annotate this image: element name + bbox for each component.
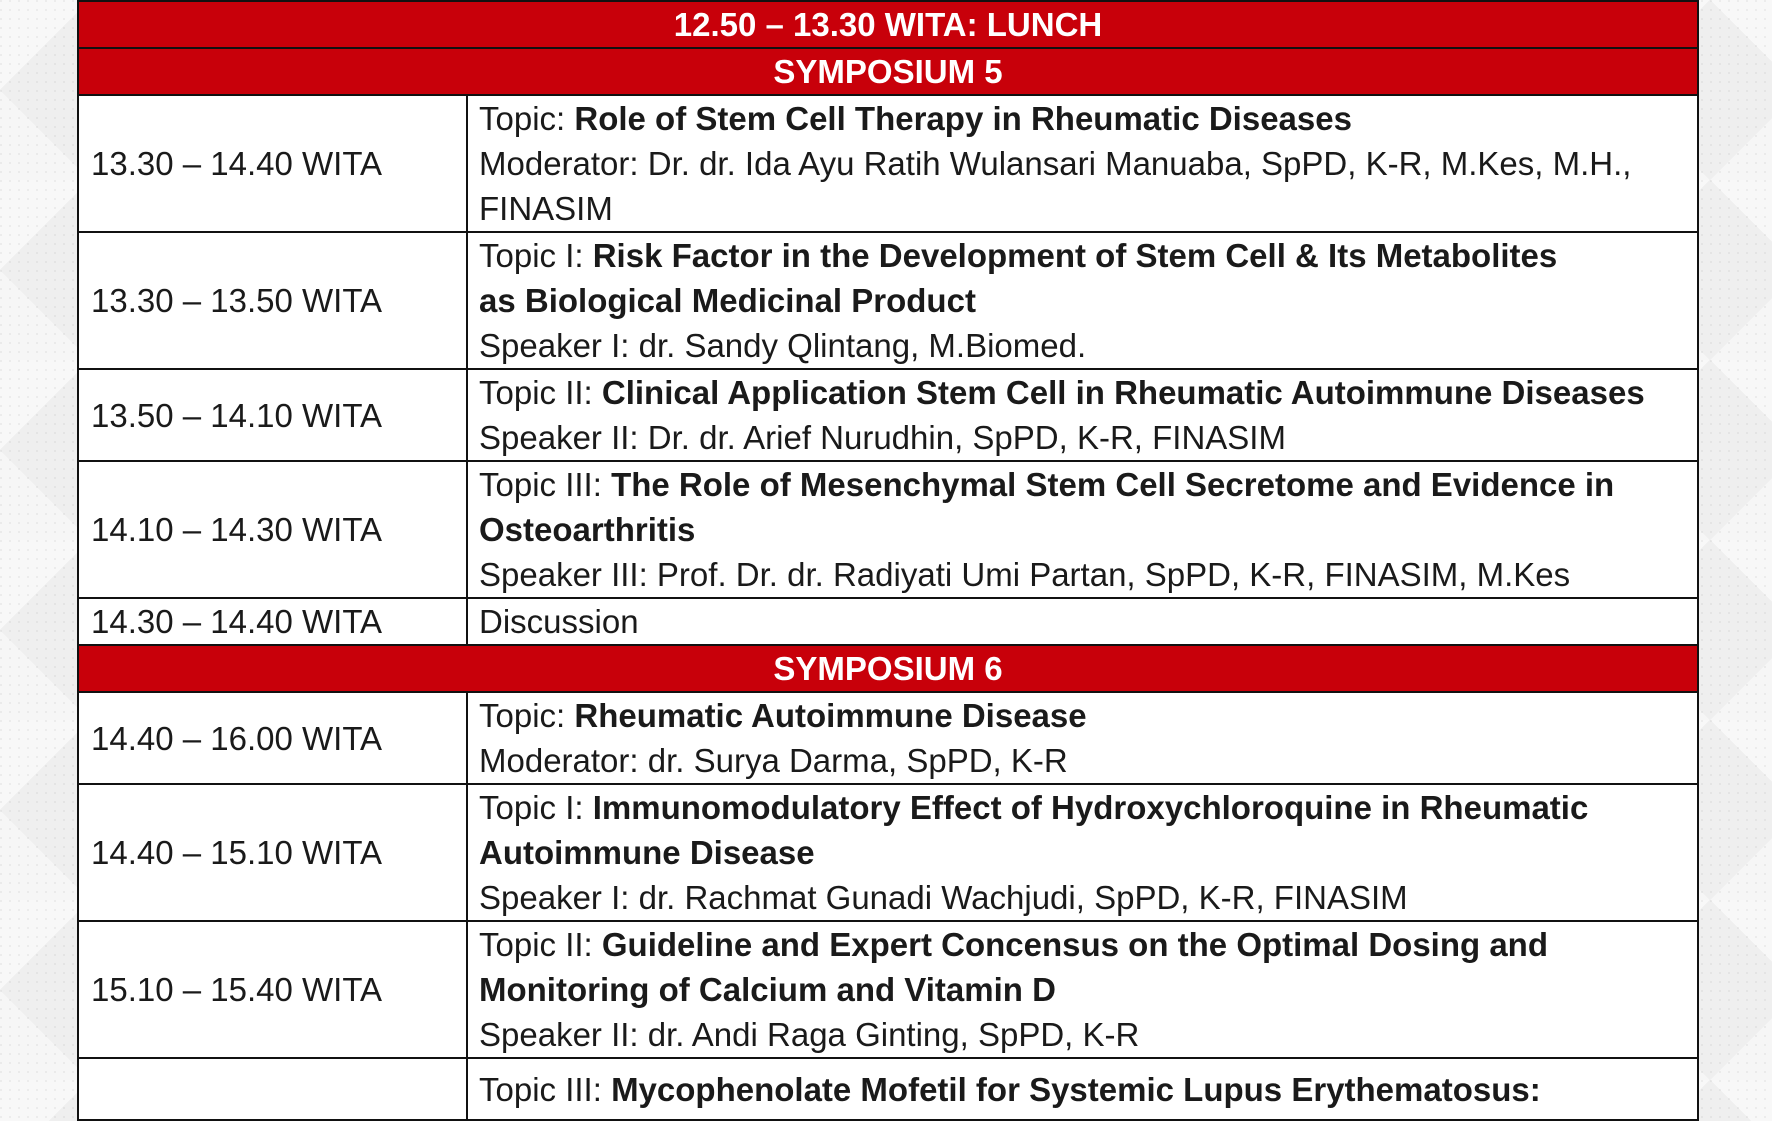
lunch-banner-row [78, 1, 1698, 48]
session-row [78, 784, 1698, 921]
topic-label: Topic III: [479, 466, 612, 503]
session-row [78, 598, 1698, 645]
topic-label: Topic II: [479, 374, 602, 411]
session-details [467, 232, 1698, 369]
topic-line [479, 370, 1687, 415]
topic-line [479, 785, 1687, 830]
topic-title: Rheumatic Autoimmune Disease [574, 697, 1087, 734]
topic-label: Topic: [479, 100, 575, 137]
session-row [78, 692, 1698, 784]
topic-title: Guideline and Expert Concensus on the Optimal Dosing and [601, 926, 1548, 963]
topic-line [479, 462, 1687, 507]
symposium-header-row [78, 645, 1698, 692]
session-row [78, 369, 1698, 461]
symposium-header-row [78, 48, 1698, 95]
topic-label: Topic: [479, 697, 575, 734]
topic-line-continued [479, 507, 1687, 552]
session-time: 14.10 – 14.30 WITA [78, 461, 467, 598]
session-details [467, 784, 1698, 921]
moderator-line-continued: FINASIM [479, 190, 613, 227]
topic-title: Risk Factor in the Development of Stem Cell & Its Metabolites [592, 237, 1558, 274]
topic-line [479, 1067, 1687, 1112]
topic-line [479, 96, 1687, 141]
topic-title: The Role of Mesenchymal Stem Cell Secretome and Evidence in [611, 466, 1615, 503]
session-time: 15.10 – 15.40 WITA [78, 921, 467, 1058]
topic-title: Role of Stem Cell Therapy in Rheumatic Diseases [574, 100, 1352, 137]
schedule-table [77, 0, 1699, 1121]
session-time [78, 1058, 467, 1120]
session-details [467, 369, 1698, 461]
session-details [467, 921, 1698, 1058]
session-details [467, 95, 1698, 232]
session-time: 13.50 – 14.10 WITA [78, 369, 467, 461]
session-row [78, 232, 1698, 369]
topic-line-continued [479, 278, 1687, 323]
symposium-6-title: SYMPOSIUM 6 [78, 645, 1698, 692]
speaker-line: Speaker II: dr. Andi Raga Ginting, SpPD, K-R [479, 1016, 1140, 1053]
topic-title-continued: Monitoring of Calcium and Vitamin D [479, 971, 1056, 1008]
topic-line [479, 233, 1687, 278]
topic-title: Mycophenolate Mofetil for Systemic Lupus Erythematosus: [611, 1070, 1541, 1108]
symposium-5-title: SYMPOSIUM 5 [78, 48, 1698, 95]
speaker-line: Speaker III: Prof. Dr. dr. Radiyati Umi Partan, SpPD, K-R, FINASIM, M.Kes [479, 556, 1571, 593]
topic-label: Topic I: [479, 237, 593, 274]
topic-label: Topic III: [479, 1070, 612, 1108]
session-time: 13.30 – 13.50 WITA [78, 232, 467, 369]
session-row [78, 921, 1698, 1058]
session-row [78, 461, 1698, 598]
topic-title-continued: Osteoarthritis [479, 511, 696, 548]
discussion-label: Discussion [467, 598, 1698, 645]
topic-line [479, 693, 1687, 738]
session-row [78, 1058, 1698, 1120]
moderator-line: Moderator: dr. Surya Darma, SpPD, K-R [479, 742, 1068, 779]
session-details [467, 692, 1698, 784]
topic-label: Topic I: [479, 789, 593, 826]
topic-title-continued: as Biological Medicinal Product [479, 282, 976, 319]
topic-line-continued [479, 830, 1687, 875]
speaker-line: Speaker I: dr. Sandy Qlintang, M.Biomed. [479, 327, 1087, 364]
topic-title: Clinical Application Stem Cell in Rheumatic Autoimmune Diseases [601, 374, 1645, 411]
session-time: 14.40 – 15.10 WITA [78, 784, 467, 921]
topic-line [479, 922, 1687, 967]
session-details [467, 1058, 1698, 1120]
session-row [78, 95, 1698, 232]
topic-label: Topic II: [479, 926, 602, 963]
topic-title-continued: Autoimmune Disease [479, 834, 815, 871]
session-time: 14.30 – 14.40 WITA [78, 598, 467, 645]
speaker-line: Speaker II: Dr. dr. Arief Nurudhin, SpPD, K-R, FINASIM [479, 419, 1286, 456]
session-time: 14.40 – 16.00 WITA [78, 692, 467, 784]
speaker-line: Speaker I: dr. Rachmat Gunadi Wachjudi, SpPD, K-R, FINASIM [479, 879, 1408, 916]
moderator-line: Moderator: Dr. dr. Ida Ayu Ratih Wulansari Manuaba, SpPD, K-R, M.Kes, M.H., [479, 145, 1632, 182]
topic-line-continued [479, 967, 1687, 1012]
session-details [467, 461, 1698, 598]
session-time: 13.30 – 14.40 WITA [78, 95, 467, 232]
lunch-banner: 12.50 – 13.30 WITA: LUNCH [78, 1, 1698, 48]
topic-title: Immunomodulatory Effect of Hydroxychloroquine in Rheumatic [592, 789, 1589, 826]
